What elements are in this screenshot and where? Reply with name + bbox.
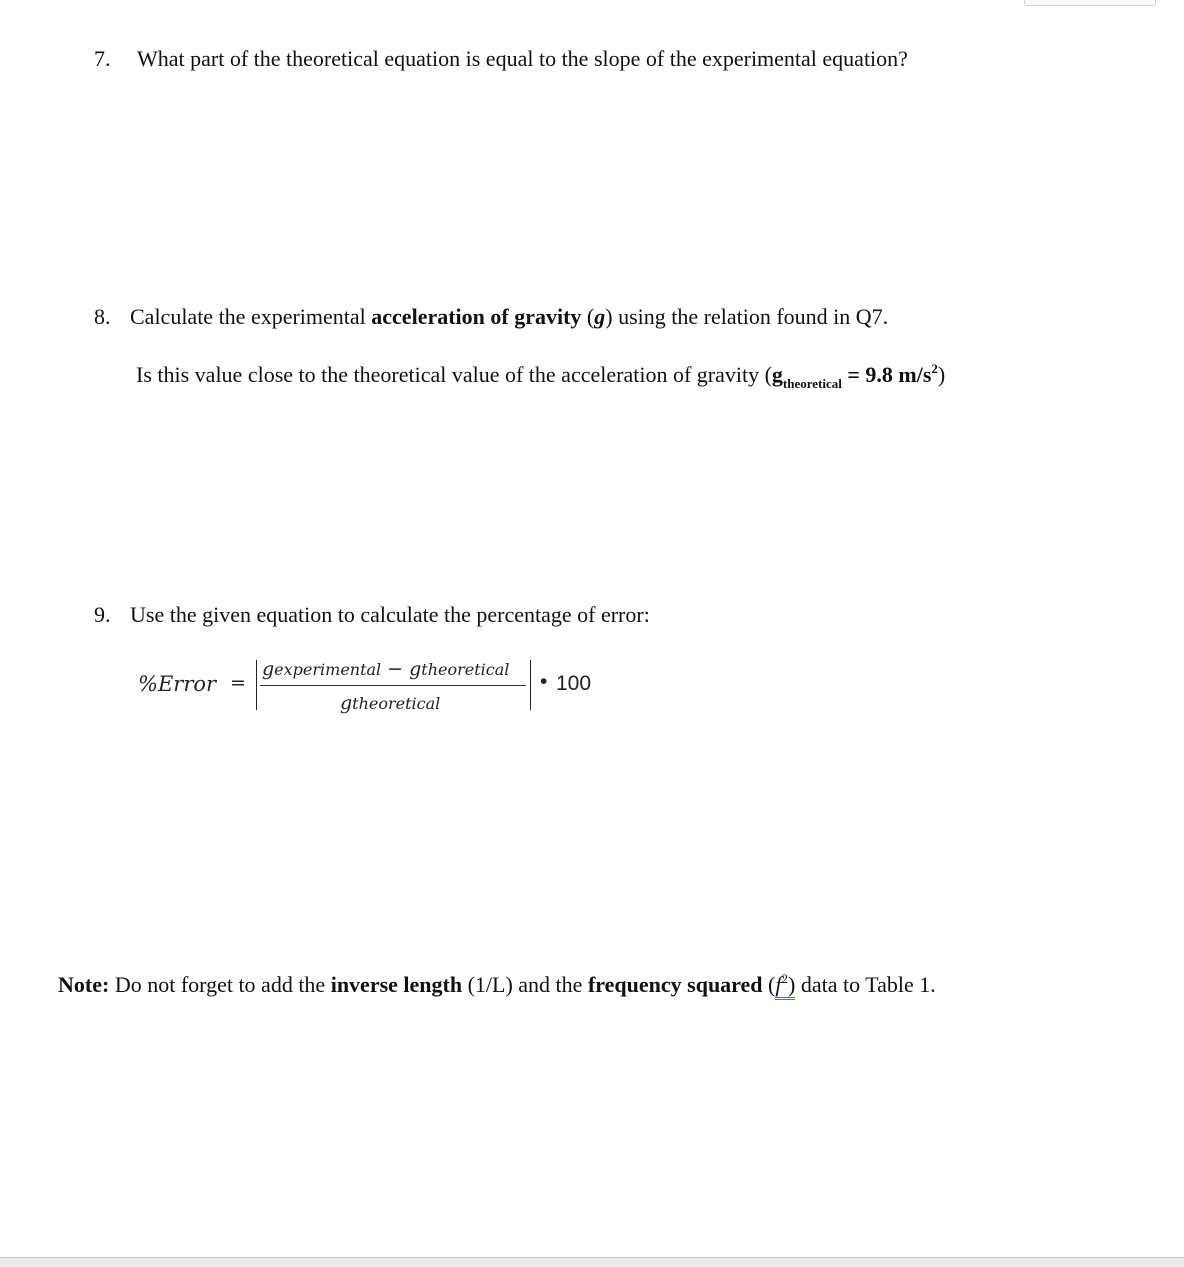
theoretical-value: = 9.8 $m/s^2$ [841,361,938,387]
g-theoretical: $g_{theoretical}$ [771,362,842,391]
question-8-number: 8. [94,304,111,329]
abs-bar-right [530,660,531,710]
question-8-followup: Is this value close to the theoretical value of the acceleration of gravity ($g_{theoretical} = 9.8$ $m/s^2$) [136,361,946,391]
equation-denominator: gtheoretical [340,692,441,714]
f-squared: $f^2$) [775,972,795,1000]
question-9-text: Use the given equation to calculate the percentage of error: [130,602,650,627]
top-scroll-tab [1024,0,1156,6]
equation-equals: = [230,672,246,694]
abs-bar-left [256,660,257,710]
question-7-number: 7. [94,46,111,71]
fraction-line [260,685,526,686]
note: Note: Do not forget to add the inverse length (1/L) and the frequency squared $(f^2)$ data to Table 1. [58,966,936,998]
percent-error-equation [138,656,608,722]
bold-acceleration-of-gravity: acceleration of gravity [371,304,582,329]
multiply-dot: • [540,670,548,693]
equation-lhs: %Error [138,672,217,696]
question-7-text: What part of the theoretical equation is equal to the slope of the experimental equation? [137,46,908,71]
note-label: Note: [58,972,110,997]
bold-inverse-length: inverse length [330,972,463,997]
bold-frequency-squared: frequency squared [587,972,763,997]
question-9-number: 9. [94,602,111,627]
variable-g: g [594,304,606,329]
equation-factor: 100 [556,672,592,695]
equation-numerator: gexperimental − gtheoretical [262,658,510,680]
question-8-text: Calculate the experimental acceleration of gravity (g) using the relation found in Q7. [130,304,889,329]
